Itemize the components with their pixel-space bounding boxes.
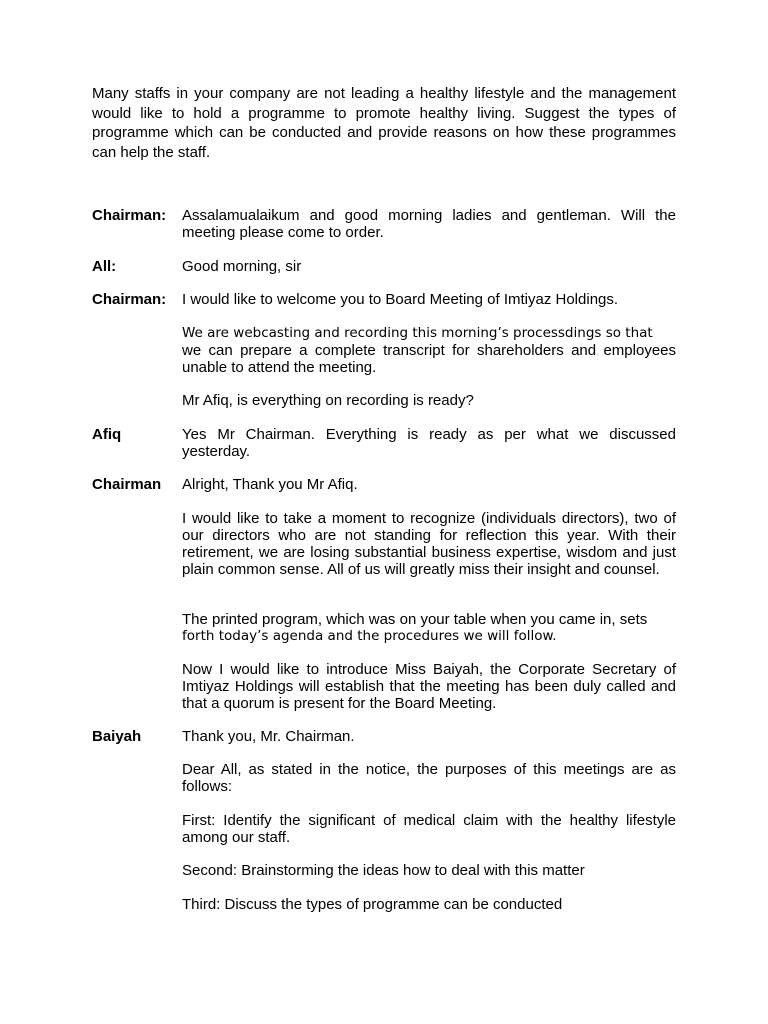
speech-text: The printed program, which was on your table when you came in, sets bbox=[182, 611, 648, 628]
speech-text: Thank you, Mr. Chairman. bbox=[182, 728, 355, 745]
speech-text: Second: Brainstorming the ideas how to deal with this matter bbox=[182, 862, 585, 879]
speaker-label: Chairman: bbox=[92, 207, 167, 224]
speech-text: We are webcasting and recording this morning’s processdings so that bbox=[182, 325, 653, 341]
speech-text: Now I would like to introduce Miss Baiyah, the Corporate Secretary of Imtiyaz Holdings will establish that the meeting has been duly called and that a quorum is present for the Board Meeting. bbox=[182, 661, 676, 712]
speech-text: Yes Mr Chairman. Everything is ready as per what we discussed yesterday. bbox=[182, 426, 676, 460]
speech-text: Good morning, sir bbox=[182, 258, 302, 275]
speaker-label: All: bbox=[92, 258, 117, 275]
speech-text: Third: Discuss the types of programme can be conducted bbox=[182, 896, 563, 913]
speech-text: Assalamualaikum and good morning ladies and gentleman. Will the meeting please come to order. bbox=[182, 207, 676, 241]
speech-text: First: Identify the significant of medical claim with the healthy lifestyle among our staff. bbox=[182, 812, 676, 846]
speech-text: Alright, Thank you Mr Afiq. bbox=[182, 476, 358, 493]
speech-text: I would like to welcome you to Board Meeting of Imtiyaz Holdings. bbox=[182, 291, 619, 308]
speaker-label: Chairman bbox=[92, 476, 162, 493]
intro-paragraph: Many staffs in your company are not leading a healthy lifestyle and the management would like to hold a programme to promote healthy living. Suggest the types of programme which can be conducted and provide reasons on how these programmes can help the staff. bbox=[92, 85, 676, 161]
speaker-label: Chairman: bbox=[92, 291, 167, 308]
speech-text: we can prepare a complete transcript for shareholders and employees unable to attend the meeting. bbox=[182, 342, 676, 376]
speech-text: Dear All, as stated in the notice, the purposes of this meetings are as follows: bbox=[182, 761, 676, 795]
speaker-label: Afiq bbox=[92, 426, 122, 443]
speaker-label: Baiyah bbox=[92, 728, 142, 745]
speech-text: forth today’s agenda and the procedures we will follow. bbox=[182, 628, 557, 644]
speech-text: Mr Afiq, is everything on recording is ready? bbox=[182, 392, 474, 409]
speech-text: I would like to take a moment to recognize (individuals directors), two of our directors who are not standing for reflection this year. With their retirement, we are losing substantial business expertise, wisdom and just plain common sense. All of us will greatly miss their insight and counsel. bbox=[182, 510, 676, 578]
